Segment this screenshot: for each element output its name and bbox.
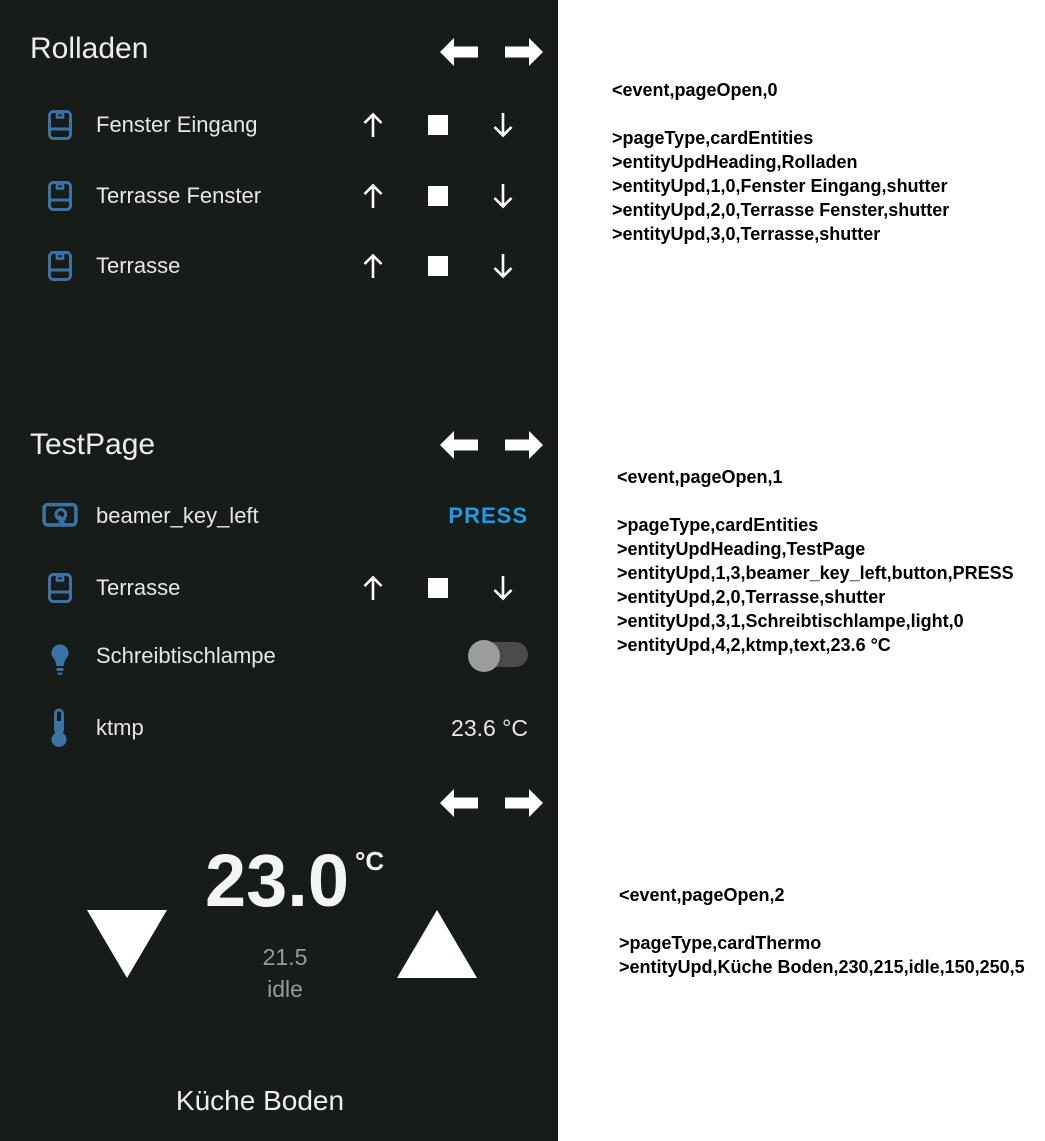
- log-line: >entityUpd,4,2,ktmp,text,23.6 °C: [617, 635, 891, 655]
- shutter-stop-icon[interactable]: [428, 256, 448, 276]
- log-line: >pageType,cardThermo: [619, 933, 822, 953]
- window-shutter-icon: [48, 573, 72, 603]
- entity-row: [0, 638, 558, 674]
- entity-label: Terrasse: [96, 575, 181, 600]
- temperature-unit: °C: [355, 846, 385, 876]
- nav-next-arrow-icon[interactable]: [505, 37, 543, 67]
- page-title: Rolladen: [30, 32, 149, 65]
- log-line: >entityUpd,1,0,Fenster Eingang,shutter: [612, 176, 948, 196]
- entity-label: Terrasse Fenster: [96, 183, 262, 208]
- log-event-line: <event,pageOpen,0: [612, 80, 778, 100]
- log-line: >entityUpd,2,0,Terrasse Fenster,shutter: [612, 200, 950, 220]
- entity-row: [0, 498, 558, 534]
- protocol-log-block: [617, 465, 1014, 657]
- log-line: >entityUpd,3,1,Schreibtischlampe,light,0: [617, 611, 964, 631]
- shutter-down-icon[interactable]: [490, 574, 516, 602]
- shutter-stop-icon[interactable]: [428, 186, 448, 206]
- sensor-value: 23.6 °C: [451, 715, 528, 741]
- window-shutter-icon: [48, 251, 72, 281]
- nav-prev-arrow-icon[interactable]: [440, 37, 478, 67]
- press-button[interactable]: PRESS: [448, 503, 528, 528]
- setpoint-temperature: 21.5: [262, 944, 308, 970]
- shutter-up-icon[interactable]: [360, 252, 386, 280]
- light-toggle-knob[interactable]: [468, 640, 500, 672]
- log-event-line: <event,pageOpen,2: [619, 885, 785, 905]
- thermometer-icon: [50, 708, 68, 748]
- entity-row: [0, 107, 558, 143]
- log-line: >pageType,cardEntities: [612, 128, 814, 148]
- log-line: >entityUpdHeading,Rolladen: [612, 152, 858, 172]
- protocol-log-block: [619, 883, 1025, 979]
- window-shutter-icon: [48, 110, 72, 140]
- lightbulb-icon: [47, 643, 73, 675]
- page-title: TestPage: [30, 428, 156, 461]
- current-temperature: 23.0: [205, 839, 350, 922]
- entity-row: [0, 178, 558, 214]
- window-shutter-icon: [48, 181, 72, 211]
- shutter-up-icon[interactable]: [360, 574, 386, 602]
- shutter-stop-icon[interactable]: [428, 115, 448, 135]
- entity-label: Schreibtischlampe: [96, 643, 276, 668]
- entity-label: ktmp: [96, 715, 144, 740]
- entity-row: [0, 710, 558, 746]
- log-line: >entityUpdHeading,TestPage: [617, 539, 866, 559]
- entity-label: Fenster Eingang: [96, 112, 258, 137]
- shutter-down-icon[interactable]: [490, 182, 516, 210]
- log-line: >entityUpd,3,0,Terrasse,shutter: [612, 224, 881, 244]
- nav-next-arrow-icon[interactable]: [505, 430, 543, 460]
- hvac-state: idle: [267, 976, 303, 1002]
- gesture-tap-button-icon: [42, 502, 78, 532]
- shutter-stop-icon[interactable]: [428, 578, 448, 598]
- log-line: >entityUpd,2,0,Terrasse,shutter: [617, 587, 886, 607]
- log-line: >entityUpd,1,3,beamer_key_left,button,PRESS: [617, 563, 1014, 583]
- shutter-up-icon[interactable]: [360, 182, 386, 210]
- shutter-down-icon[interactable]: [490, 252, 516, 280]
- entity-row: [0, 248, 558, 284]
- shutter-up-icon[interactable]: [360, 111, 386, 139]
- nav-next-arrow-icon[interactable]: [505, 788, 543, 818]
- log-line: >entityUpd,Küche Boden,230,215,idle,150,250,5: [619, 957, 1025, 977]
- temp-down-button[interactable]: [87, 910, 167, 978]
- nav-prev-arrow-icon[interactable]: [440, 430, 478, 460]
- protocol-log-block: [612, 78, 949, 246]
- entity-row: [0, 570, 558, 606]
- entity-label: beamer_key_left: [96, 503, 259, 528]
- nav-prev-arrow-icon[interactable]: [440, 788, 478, 818]
- temp-up-button[interactable]: [397, 910, 477, 978]
- shutter-down-icon[interactable]: [490, 111, 516, 139]
- entity-label: Terrasse: [96, 253, 181, 278]
- log-event-line: <event,pageOpen,1: [617, 467, 783, 487]
- thermostat-name: Küche Boden: [175, 1085, 345, 1116]
- log-line: >pageType,cardEntities: [617, 515, 819, 535]
